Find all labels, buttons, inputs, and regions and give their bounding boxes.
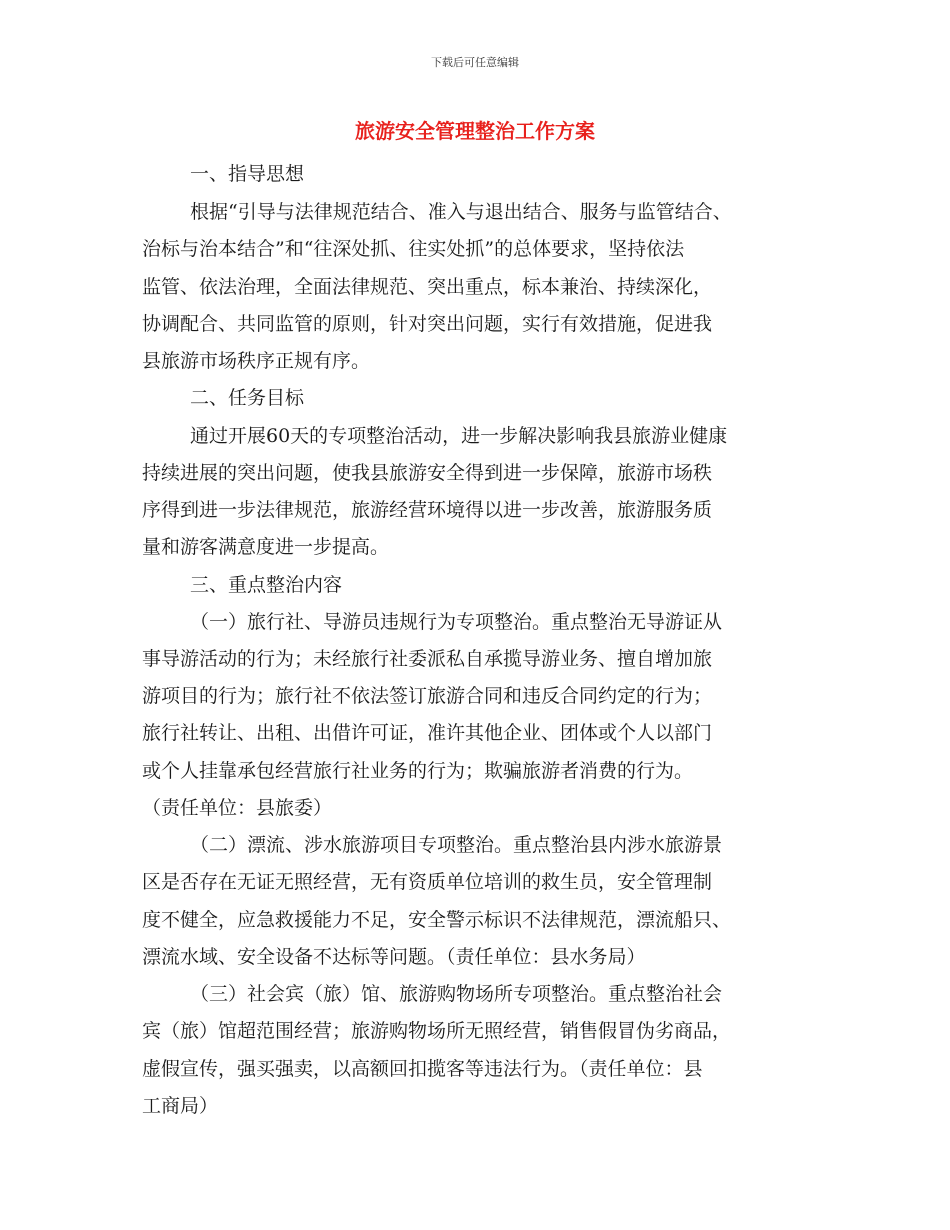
paragraph-line: 持续进展的突出问题，使我县旅游安全得到进一步保障，旅游市场秩 <box>142 462 713 484</box>
paragraph-line: 旅行社转让、出租、出借许可证，准许其他企业、团体或个人以部门 <box>142 722 713 744</box>
heading-key-rectification: 三、重点整治内容 <box>190 574 343 596</box>
paragraph-line: （一）旅行社、导游员违规行为专项整治。重点整治无导游证从 <box>190 611 723 633</box>
paragraph-line: 治标与治本结合”和“往深处抓、往实处抓”的总体要求，坚持依法 <box>142 238 685 260</box>
paragraph-line: 宾（旅）馆超范围经营；旅游购物场所无照经营，销售假冒伪劣商品， <box>142 1020 732 1042</box>
paragraph-line: 序得到进一步法律规范，旅游经营环境得以进一步改善，旅游服务质 <box>142 499 713 521</box>
paragraph-line: 游项目的行为；旅行社不依法签订旅游合同和违反合同约定的行为； <box>142 685 713 707</box>
paragraph-line: 量和游客满意度进一步提高。 <box>142 536 390 558</box>
document-title: 旅游安全管理整治工作方案 <box>355 119 595 143</box>
paragraph-line: 协调配合、共同监管的原则，针对突出问题，实行有效措施，促进我 <box>142 313 713 335</box>
header-note: 下载后可任意编辑 <box>431 56 519 69</box>
heading-guiding-ideology: 一、指导思想 <box>190 163 305 185</box>
paragraph-line: （三）社会宾（旅）馆、旅游购物场所专项整治。重点整治社会 <box>190 983 723 1005</box>
paragraph-line: 县旅游市场秩序正规有序。 <box>142 350 371 372</box>
heading-task-goals: 二、任务目标 <box>190 387 305 409</box>
paragraph-line: 通过开展60天的专项整治活动，进一步解决影响我县旅游业健康 <box>190 425 728 447</box>
paragraph-line: 区是否存在无证无照经营，无有资质单位培训的救生员，安全管理制 <box>142 871 713 893</box>
paragraph-line: 或个人挂靠承包经营旅行社业务的行为；欺骗旅游者消费的行为。 <box>142 760 694 782</box>
paragraph-line: 根据“引导与法律规范结合、准入与退出结合、服务与监管结合、 <box>190 201 732 223</box>
paragraph-line: 虚假宣传，强买强卖，以高额回扣揽客等违法行为。（责任单位：县 <box>142 1058 703 1080</box>
paragraph-line: （二）漂流、涉水旅游项目专项整治。重点整治县内涉水旅游景 <box>190 834 723 856</box>
paragraph-line: 事导游活动的行为；未经旅行社委派私自承揽导游业务、擅自增加旅 <box>142 648 713 670</box>
paragraph-line: 度不健全，应急救援能力不足，安全警示标识不法律规范，漂流船只、 <box>142 909 732 931</box>
paragraph-line: 工商局） <box>142 1095 219 1117</box>
paragraph-line: 监管、依法治理，全面法律规范、突出重点，标本兼治、持续深化， <box>142 276 713 298</box>
paragraph-line: 漂流水域、安全设备不达标等问题。（责任单位：县水务局） <box>142 946 646 968</box>
paragraph-line: （责任单位：县旅委） <box>142 797 333 819</box>
